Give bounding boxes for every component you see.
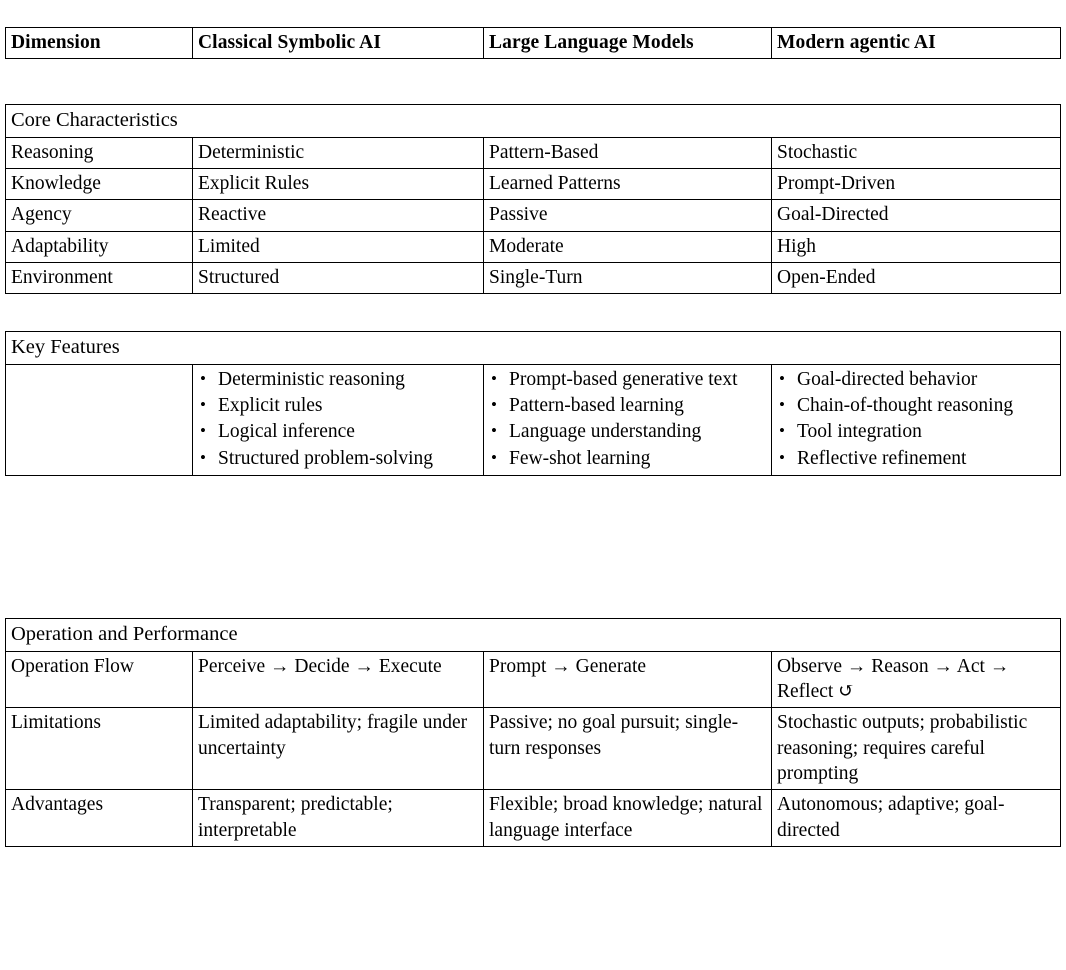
row-label-key-features-empty	[6, 364, 193, 475]
cell-adaptability-llm: Moderate	[484, 231, 772, 262]
cell-environment-classical: Structured	[193, 263, 484, 294]
list-item-label: Structured problem-solving	[218, 447, 434, 469]
section-operation-and-performance	[5, 618, 1061, 847]
list-item-label: Prompt-based generative text	[509, 368, 738, 390]
row-label-advantages: Advantages	[6, 790, 193, 847]
list-item-label: Language understanding	[509, 421, 702, 443]
bullet-icon: •	[491, 368, 497, 388]
list-item-label: Reflective refinement	[797, 447, 967, 469]
list-item-label: Few-shot learning	[509, 447, 651, 469]
bullet-icon: •	[779, 394, 785, 414]
list-item-label: Pattern-based learning	[509, 394, 684, 416]
table-row	[6, 231, 1061, 262]
cell-limitations-llm: Passive; no goal pursuit; single-turn responses	[484, 708, 772, 790]
column-header-modern-agentic-ai: Modern agentic AI	[772, 28, 1061, 59]
list-item	[777, 367, 1056, 392]
table-row	[6, 364, 1061, 475]
list-item	[489, 446, 767, 471]
bullet-icon: •	[491, 394, 497, 414]
list-item	[489, 367, 767, 392]
row-label-reasoning: Reasoning	[6, 137, 193, 168]
list-item	[777, 419, 1056, 444]
cell-key-features-classical	[193, 364, 484, 475]
table-row	[6, 708, 1061, 790]
cell-reasoning-classical: Deterministic	[193, 137, 484, 168]
cell-environment-agentic: Open-Ended	[772, 263, 1061, 294]
cell-agency-classical: Reactive	[193, 200, 484, 231]
list-item	[777, 446, 1056, 471]
column-header-large-language-models: Large Language Models	[484, 28, 772, 59]
list-item-label: Goal-directed behavior	[797, 368, 978, 390]
bullet-icon: •	[200, 447, 206, 467]
bullet-icon: •	[491, 421, 497, 441]
table-header-block	[5, 27, 1061, 59]
cell-operation-flow-agentic: Observe → Reason → Act → Reflect ↺	[772, 651, 1061, 708]
section-title-row	[6, 332, 1061, 365]
cell-key-features-agentic	[772, 364, 1061, 475]
table-row	[6, 200, 1061, 231]
cell-advantages-classical: Transparent; predictable; interpretable	[193, 790, 484, 847]
section-title-key-features: Key Features	[6, 332, 1061, 365]
bullet-icon: •	[200, 421, 206, 441]
cell-knowledge-classical: Explicit Rules	[193, 168, 484, 199]
bullet-icon: •	[200, 368, 206, 388]
cell-knowledge-llm: Learned Patterns	[484, 168, 772, 199]
cell-knowledge-agentic: Prompt-Driven	[772, 168, 1061, 199]
cell-operation-flow-llm: Prompt → Generate	[484, 651, 772, 708]
list-item	[489, 419, 767, 444]
row-label-agency: Agency	[6, 200, 193, 231]
list-item	[198, 419, 479, 444]
list-item	[489, 393, 767, 418]
bullet-icon: •	[200, 394, 206, 414]
list-item-label: Logical inference	[218, 421, 355, 443]
list-item	[198, 367, 479, 392]
section-title-core-characteristics: Core Characteristics	[6, 105, 1061, 138]
section-title-row	[6, 619, 1061, 652]
table-row	[6, 790, 1061, 847]
cell-agency-agentic: Goal-Directed	[772, 200, 1061, 231]
list-item	[198, 393, 479, 418]
list-item-label: Tool integration	[797, 421, 922, 443]
cell-reasoning-llm: Pattern-Based	[484, 137, 772, 168]
list-item-label: Explicit rules	[218, 394, 323, 416]
section-title-operation-and-performance: Operation and Performance	[6, 619, 1061, 652]
cell-advantages-agentic: Autonomous; adaptive; goal-directed	[772, 790, 1061, 847]
row-label-environment: Environment	[6, 263, 193, 294]
section-title-row	[6, 105, 1061, 138]
cell-limitations-agentic: Stochastic outputs; probabilistic reasoning; requires careful prompting	[772, 708, 1061, 790]
feature-list-llm	[489, 367, 767, 471]
bullet-icon: •	[491, 447, 497, 467]
cell-adaptability-agentic: High	[772, 231, 1061, 262]
cell-advantages-llm: Flexible; broad knowledge; natural language interface	[484, 790, 772, 847]
column-header-classical-symbolic-ai: Classical Symbolic AI	[193, 28, 484, 59]
cell-environment-llm: Single-Turn	[484, 263, 772, 294]
column-header-dimension: Dimension	[6, 28, 193, 59]
section-key-features	[5, 331, 1061, 476]
feature-list-classical	[198, 367, 479, 471]
table-row	[6, 168, 1061, 199]
cell-agency-llm: Passive	[484, 200, 772, 231]
bullet-icon: •	[779, 447, 785, 467]
section-core-characteristics	[5, 104, 1061, 294]
table-header-row	[6, 28, 1061, 59]
list-item	[198, 446, 479, 471]
row-label-knowledge: Knowledge	[6, 168, 193, 199]
table-row	[6, 137, 1061, 168]
cell-limitations-classical: Limited adaptability; fragile under uncertainty	[193, 708, 484, 790]
row-label-operation-flow: Operation Flow	[6, 651, 193, 708]
cell-key-features-llm	[484, 364, 772, 475]
row-label-adaptability: Adaptability	[6, 231, 193, 262]
list-item	[777, 393, 1056, 418]
bullet-icon: •	[779, 368, 785, 388]
cell-operation-flow-classical: Perceive → Decide → Execute	[193, 651, 484, 708]
table-row	[6, 651, 1061, 708]
cell-adaptability-classical: Limited	[193, 231, 484, 262]
table-row	[6, 263, 1061, 294]
feature-list-agentic	[777, 367, 1056, 471]
row-label-limitations: Limitations	[6, 708, 193, 790]
bullet-icon: •	[779, 421, 785, 441]
list-item-label: Chain-of-thought reasoning	[797, 394, 1014, 416]
cell-reasoning-agentic: Stochastic	[772, 137, 1061, 168]
list-item-label: Deterministic reasoning	[218, 368, 405, 390]
